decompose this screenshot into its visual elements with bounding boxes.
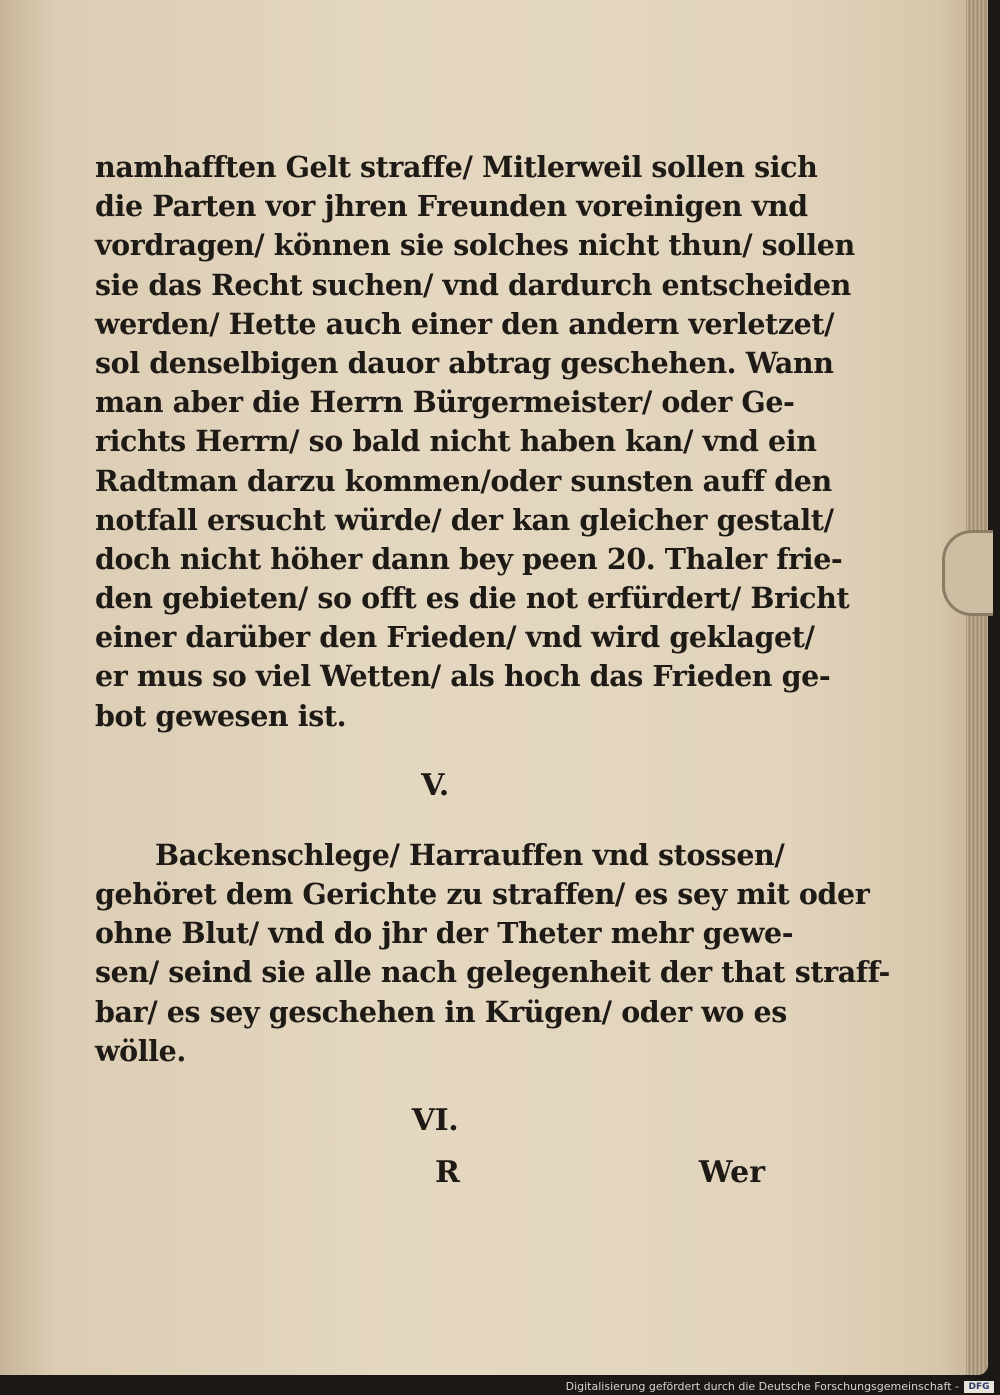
text-line: doch nicht höher dann bey peen 20. Thaler frie- (95, 541, 843, 576)
text-line: bot gewesen ist. (95, 698, 347, 733)
digitization-footer (566, 1380, 994, 1393)
text-line: richts Herrn/ so bald nicht haben kan/ vnd ein (95, 424, 817, 459)
page-tab (942, 530, 993, 616)
text-line: ohne Blut/ vnd do jhr der Theter mehr gewe- (95, 916, 794, 951)
text-line: den gebieten/ so offt es die not erfürdert/ Bricht (95, 581, 850, 616)
text-line: sol denselbigen dauor abtrag geschehen. Wann (95, 345, 834, 380)
text-line: man aber die Herrn Bürgermeister/ oder Ge- (95, 385, 795, 420)
signature-mark: R (435, 1155, 460, 1190)
text-line: werden/ Hette auch einer den andern verletzet/ (95, 306, 835, 341)
text-line: sie das Recht suchen/ vnd dardurch entscheiden (95, 267, 851, 302)
catchword: Wer (698, 1155, 765, 1190)
text-line: wölle. (95, 1033, 186, 1068)
text-line: vordragen/ können sie solches nicht thun/ sollen (95, 228, 855, 263)
text-line: gehöret dem Gerichte zu straffen/ es sey mit oder (95, 877, 870, 911)
page-text (95, 148, 890, 1171)
text-line: sen/ seind sie alle nach gelegenheit der that straff- (95, 955, 890, 990)
text-line: Backenschlege/ Harrauffen vnd stossen/ (155, 837, 785, 872)
text-line: einer darüber den Frieden/ vnd wird geklaget/ (95, 620, 815, 655)
text-line: bar/ es sey geschehen in Krügen/ oder wo es (95, 994, 787, 1029)
section-heading-v: V. (421, 767, 449, 803)
text-line: namhafften Gelt straffe/ Mitlerweil sollen sich (95, 150, 818, 184)
text-line: notfall ersucht würde/ der kan gleicher gestalt/ (95, 502, 834, 537)
dfg-logo-icon: DFG (964, 1381, 994, 1393)
section-heading-vi: VI. (411, 1102, 459, 1138)
text-line: er mus so viel Wetten/ als hoch das Frieden ge- (95, 659, 831, 694)
text-line: Radtman darzu kommen/oder sunsten auff den (95, 463, 832, 498)
page-edge (966, 0, 988, 1375)
text-line: die Parten vor jhren Freunden voreinigen vnd (95, 189, 808, 224)
footer-text: Digitalisierung gefördert durch die Deutsche Forschungsgemeinschaft - (565, 1380, 959, 1393)
